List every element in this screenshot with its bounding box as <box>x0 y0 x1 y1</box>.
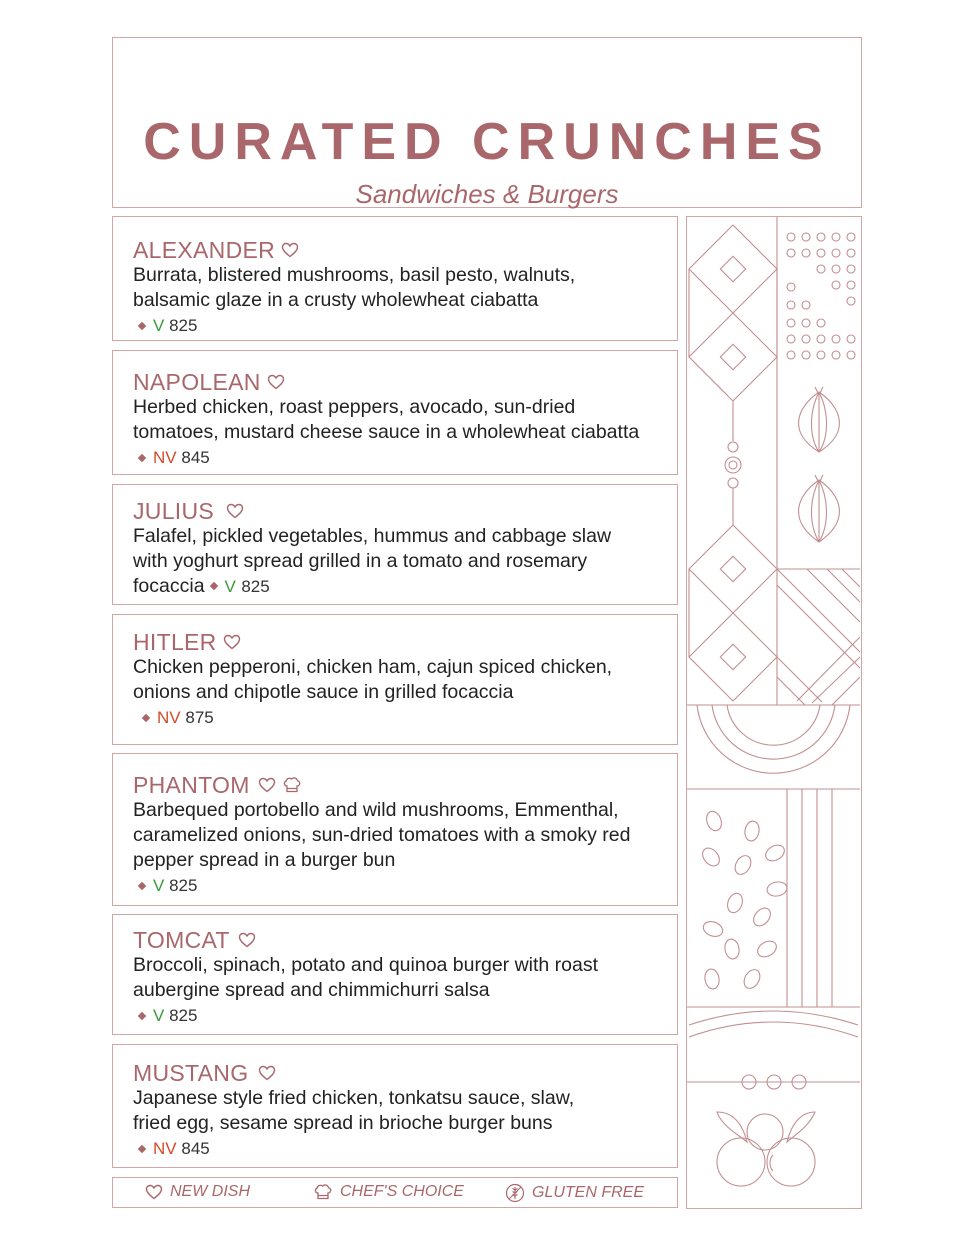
item-description-line: onions and chipotle sauce in grilled focaccia <box>133 681 514 703</box>
item-description-line: pepper spread in a burger bun <box>133 849 396 871</box>
diamond-icon <box>138 1011 146 1019</box>
item-name: MUSTANG <box>133 1060 249 1086</box>
item-description-line: caramelized onions, sun-dried tomatoes with a smoky red <box>133 824 631 846</box>
heart-icon <box>281 242 299 258</box>
item-meta <box>133 313 669 338</box>
menu-subtitle: Sandwiches & Burgers <box>355 179 619 209</box>
chef-hat-icon <box>313 1183 333 1201</box>
item-price: 825 <box>169 876 198 895</box>
heart-icon <box>145 1184 163 1200</box>
veg-tag: V <box>153 876 165 895</box>
item-price: 825 <box>169 316 198 335</box>
decorative-panel <box>686 216 862 1209</box>
item-description-line: aubergine spread and chimmichurri salsa <box>133 979 490 1001</box>
item-name: HITLER <box>133 629 217 655</box>
menu-item-tomcat <box>112 914 678 1035</box>
item-description-line: with yoghurt spread grilled in a tomato and rosemary <box>133 550 588 572</box>
diamond-icon <box>138 881 146 889</box>
item-meta <box>133 1003 669 1028</box>
item-description-line: fried egg, sesame spread in brioche burger buns <box>133 1112 553 1134</box>
menu-item-alexander <box>112 216 678 341</box>
item-description-line: Burrata, blistered mushrooms, basil pesto, walnuts, <box>133 264 576 286</box>
item-description-line: Japanese style fried chicken, tonkatsu sauce, slaw, <box>133 1087 575 1109</box>
onion-illustration <box>799 387 840 542</box>
item-description-line: Barbequed portobello and wild mushrooms, Emmenthal, <box>133 799 619 821</box>
menu-item-mustang <box>112 1044 678 1168</box>
seed-pattern <box>699 809 788 991</box>
item-meta <box>133 873 669 898</box>
item-name: NAPOLEAN <box>133 369 261 395</box>
veg-tag: V <box>153 1006 165 1025</box>
item-description-line: balsamic glaze in a crusty wholewheat ciabatta <box>133 289 539 311</box>
legend-chefs-choice <box>313 1183 464 1201</box>
item-description-line: Herbed chicken, roast peppers, avocado, sun-dried <box>133 396 576 418</box>
legend-new-dish <box>145 1183 250 1201</box>
item-price: 845 <box>181 448 210 467</box>
veg-tag: V <box>153 316 165 335</box>
nonveg-tag: NV <box>153 448 177 467</box>
item-price: 875 <box>185 708 214 727</box>
item-description-line: Falafel, pickled vegetables, hummus and cabbage slaw <box>133 525 612 547</box>
diamond-icon <box>138 453 146 461</box>
decorative-pattern <box>687 217 860 1207</box>
wheat-icon <box>505 1183 525 1203</box>
heart-icon <box>226 503 244 519</box>
item-name: TOMCAT <box>133 927 230 953</box>
item-name: JULIUS <box>133 498 215 524</box>
legend-label: CHEF'S CHOICE <box>340 1183 464 1200</box>
diamond-icon <box>138 321 146 329</box>
item-description-tail: focaccia <box>133 575 205 597</box>
menu-item-napolean <box>112 350 678 475</box>
veg-tag: V <box>224 577 236 596</box>
item-price: 825 <box>169 1006 198 1025</box>
legend <box>112 1177 678 1208</box>
nonveg-tag: NV <box>157 708 181 727</box>
item-description-line: Broccoli, spinach, potato and quinoa burger with roast <box>133 954 599 976</box>
diamond-icon <box>138 1144 146 1152</box>
item-description-line <box>133 574 669 599</box>
heart-icon <box>258 777 276 793</box>
item-meta <box>133 445 669 470</box>
legend-label: GLUTEN FREE <box>532 1184 645 1201</box>
menu-item-julius <box>112 484 678 605</box>
menu-header <box>112 37 862 208</box>
item-name: PHANTOM <box>133 772 250 798</box>
dot-grid <box>787 233 855 359</box>
item-meta <box>133 1136 669 1161</box>
legend-gluten-free <box>505 1183 644 1203</box>
chef-hat-icon <box>282 776 302 794</box>
item-name: ALEXANDER <box>133 237 276 263</box>
heart-icon <box>223 634 241 650</box>
heart-icon <box>267 374 285 390</box>
diamond-icon <box>142 713 150 721</box>
item-description-line: Chicken pepperoni, chicken ham, cajun spiced chicken, <box>133 656 613 678</box>
menu-item-hitler <box>112 614 678 745</box>
diamond-icon <box>209 582 217 590</box>
item-meta <box>133 705 669 730</box>
heart-icon <box>238 932 256 948</box>
nonveg-tag: NV <box>153 1139 177 1158</box>
item-price: 825 <box>241 577 270 596</box>
legend-label: NEW DISH <box>170 1183 250 1200</box>
fruit-illustration <box>717 1112 815 1186</box>
menu-title: CURATED CRUNCHES <box>143 113 831 171</box>
item-description-line: tomatoes, mustard cheese sauce in a wholewheat ciabatta <box>133 421 640 443</box>
heart-icon <box>258 1065 276 1081</box>
item-price: 845 <box>181 1139 210 1158</box>
menu-item-phantom <box>112 753 678 906</box>
